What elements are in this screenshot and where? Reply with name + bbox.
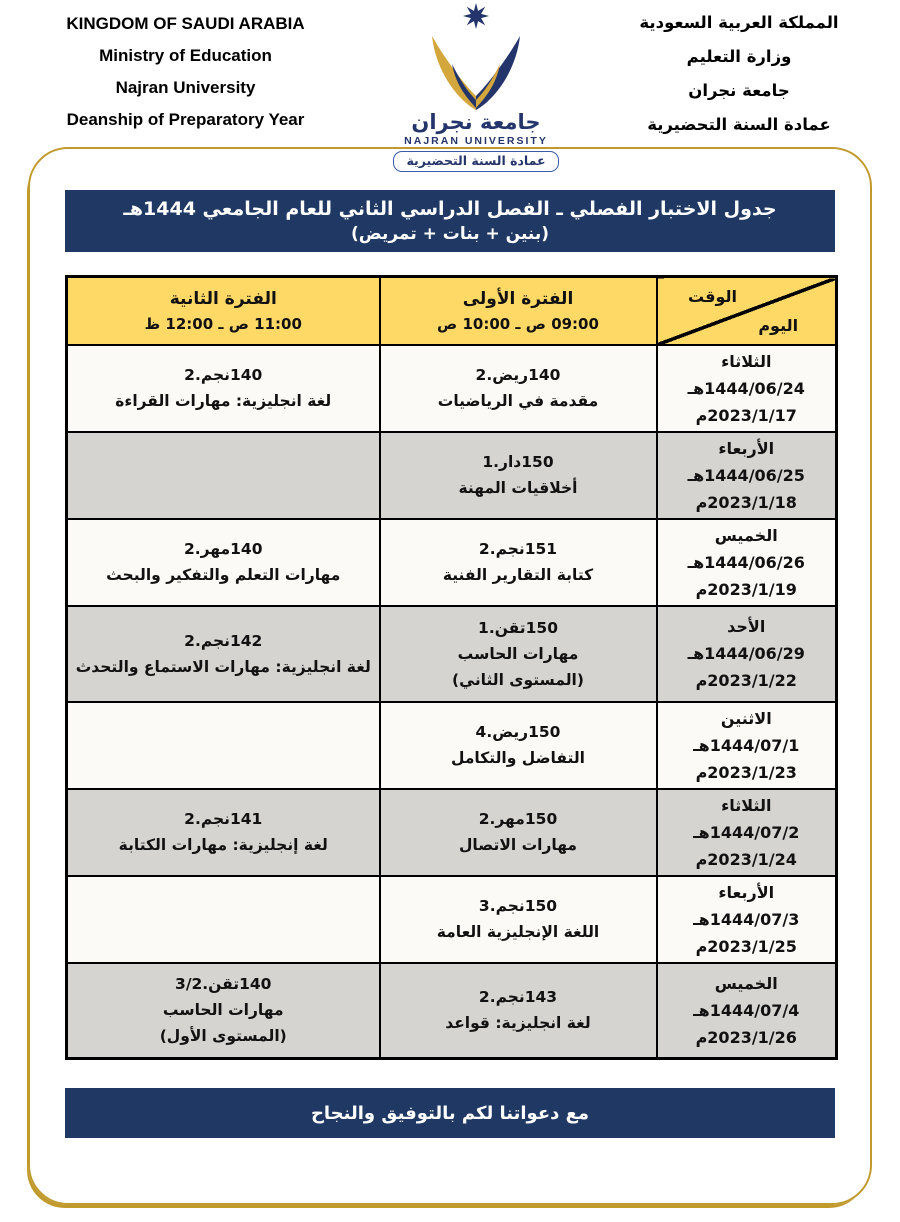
period1-exam-cell — [380, 432, 657, 519]
day-cell — [657, 963, 837, 1059]
course-note: (المستوى الأول) — [159, 1027, 287, 1046]
course-code: 140نجم.2 — [184, 366, 263, 384]
hijri-date: 1444/06/24هـ — [687, 378, 805, 398]
course-name: كتابة التقارير الفنية — [442, 566, 594, 584]
logo-arabic-name: جامعة نجران — [411, 110, 541, 134]
logo-english-name: NAJRAN UNIVERSITY — [404, 135, 548, 147]
course-code: 150دار.1 — [482, 453, 554, 471]
day-name: الاثنين — [720, 708, 772, 728]
day-cell — [657, 876, 837, 963]
day-name: الخميس — [714, 525, 778, 545]
good-luck-footer: مع دعواتنا لكم بالتوفيق والنجاح — [65, 1088, 835, 1138]
letterhead-arabic-line: المملكة العربية السعودية — [639, 13, 839, 32]
schedule-title-line1: جدول الاختبار الفصلي ـ الفصل الدراسي الثاني للعام الجامعي 1444هـ — [123, 198, 777, 220]
period1-exam-cell — [380, 963, 657, 1059]
corner-time-label: الوقت — [688, 287, 737, 306]
course-name: لغة انجليزية: قواعد — [445, 1014, 591, 1033]
letterhead-english-line: Najran University — [115, 78, 256, 97]
gregorian-date: 2023/1/23م — [695, 762, 797, 782]
hijri-date: 1444/06/29هـ — [687, 644, 805, 663]
letterhead-english-line: KINGDOM OF SAUDI ARABIA — [66, 14, 305, 33]
hijri-date: 1444/07/4هـ — [693, 1000, 800, 1020]
table-row — [67, 702, 837, 789]
hijri-date: 1444/07/3هـ — [693, 909, 800, 929]
course-code: 140تقن.3/2 — [175, 975, 272, 994]
period1-exam-cell — [380, 702, 657, 789]
day-name: الخميس — [714, 973, 778, 993]
course-code: 150ريض.4 — [475, 723, 561, 741]
hijri-date: 1444/06/26هـ — [687, 552, 805, 572]
course-code: 151نجم.2 — [478, 540, 558, 558]
period1-exam-cell — [380, 345, 657, 432]
day-name: الثلاثاء — [721, 351, 772, 371]
letterhead-arabic-line: جامعة نجران — [688, 81, 790, 100]
course-code: 150مهر.2 — [478, 810, 558, 828]
period1-time: 09:00 ص ـ 10:00 ص — [437, 314, 599, 333]
letterhead-english-line: Ministry of Education — [99, 46, 272, 65]
course-code: 141نجم.2 — [184, 810, 263, 828]
schedule-title-line2: (بنين + بنات + تمريض) — [351, 224, 549, 244]
course-name: لغة إنجليزية: مهارات الكتابة — [118, 836, 328, 854]
table-row — [67, 876, 837, 963]
gregorian-date: 2023/1/25م — [695, 936, 797, 956]
period2-exam-cell — [67, 606, 380, 702]
day-name: الأربعاء — [718, 438, 775, 458]
course-name: التفاضل والتكامل — [450, 749, 585, 767]
letterhead-english — [38, 8, 333, 136]
period1-exam-cell — [380, 606, 657, 702]
course-name: لغة انجليزية: مهارات الاستماع والتحدث — [75, 657, 371, 676]
course-code: 143نجم.2 — [478, 988, 558, 1007]
day-name: الأربعاء — [718, 882, 775, 902]
period2-header-cell — [67, 277, 380, 345]
table-row — [67, 606, 837, 702]
course-name: أخلاقيات المهنة — [458, 479, 578, 497]
day-cell — [657, 789, 837, 876]
period2-exam-cell — [67, 702, 380, 789]
course-note: (المستوى الثاني) — [452, 670, 584, 689]
course-name: مهارات التعلم والتفكير والبحث — [106, 566, 341, 584]
university-logo-icon — [416, 2, 536, 112]
period2-title: الفترة الثانية — [169, 288, 277, 309]
course-name: اللغة الإنجليزية العامة — [436, 923, 600, 941]
period1-exam-cell — [380, 519, 657, 606]
day-name: الأحد — [727, 617, 766, 636]
course-code: 140ريض.2 — [475, 366, 561, 384]
period2-exam-cell — [67, 963, 380, 1059]
corner-day-label: اليوم — [758, 315, 799, 335]
course-code: 140مهر.2 — [183, 540, 263, 558]
gregorian-date: 2023/1/17م — [695, 405, 797, 425]
course-name: مهارات الحاسب — [162, 1001, 284, 1020]
period1-title: الفترة الأولى — [462, 288, 574, 309]
schedule-title-bar — [65, 190, 835, 252]
table-row — [67, 432, 837, 519]
course-name: مقدمة في الرياضيات — [437, 392, 599, 410]
letterhead-arabic-line: وزارة التعليم — [686, 47, 792, 66]
hijri-date: 1444/07/2هـ — [693, 822, 800, 842]
hijri-date: 1444/07/1هـ — [693, 735, 800, 755]
table-row — [67, 345, 837, 432]
letterhead-arabic-line: عمادة السنة التحضيرية — [647, 115, 831, 134]
course-code: 150نجم.3 — [478, 897, 558, 915]
table-row — [67, 789, 837, 876]
logo-deanship-badge: عمادة السنة التحضيرية — [393, 151, 558, 172]
course-code: 142نجم.2 — [184, 631, 263, 650]
table-row — [67, 519, 837, 606]
course-code: 150تقن.1 — [478, 618, 558, 637]
course-name: مهارات الاتصال — [458, 836, 578, 854]
period2-exam-cell — [67, 789, 380, 876]
gregorian-date: 2023/1/18م — [695, 492, 797, 512]
day-cell — [657, 345, 837, 432]
exam-schedule-table — [65, 275, 838, 1060]
course-name: لغة انجليزية: مهارات القراءة — [115, 392, 332, 410]
table-header-row — [67, 277, 837, 345]
day-cell — [657, 519, 837, 606]
period2-time: 11:00 ص ـ 12:00 ظ — [144, 314, 302, 333]
day-cell — [657, 606, 837, 702]
gregorian-date: 2023/1/19م — [695, 579, 797, 599]
period2-exam-cell — [67, 345, 380, 432]
hijri-date: 1444/06/25هـ — [687, 465, 805, 485]
day-cell — [657, 702, 837, 789]
table-row — [67, 963, 837, 1059]
period1-header-cell — [380, 277, 657, 345]
period2-exam-cell — [67, 519, 380, 606]
period2-exam-cell — [67, 876, 380, 963]
gregorian-date: 2023/1/22م — [695, 671, 797, 690]
day-name: الثلاثاء — [721, 795, 772, 815]
letterhead-arabic — [604, 6, 874, 142]
gregorian-date: 2023/1/26م — [695, 1027, 797, 1047]
period1-exam-cell — [380, 789, 657, 876]
course-name: مهارات الحاسب — [457, 644, 579, 663]
period2-exam-cell — [67, 432, 380, 519]
day-cell — [657, 432, 837, 519]
period1-exam-cell — [380, 876, 657, 963]
letterhead-english-line: Deanship of Preparatory Year — [66, 110, 305, 129]
gregorian-date: 2023/1/24م — [695, 849, 797, 869]
corner-time-day-cell — [657, 277, 837, 345]
